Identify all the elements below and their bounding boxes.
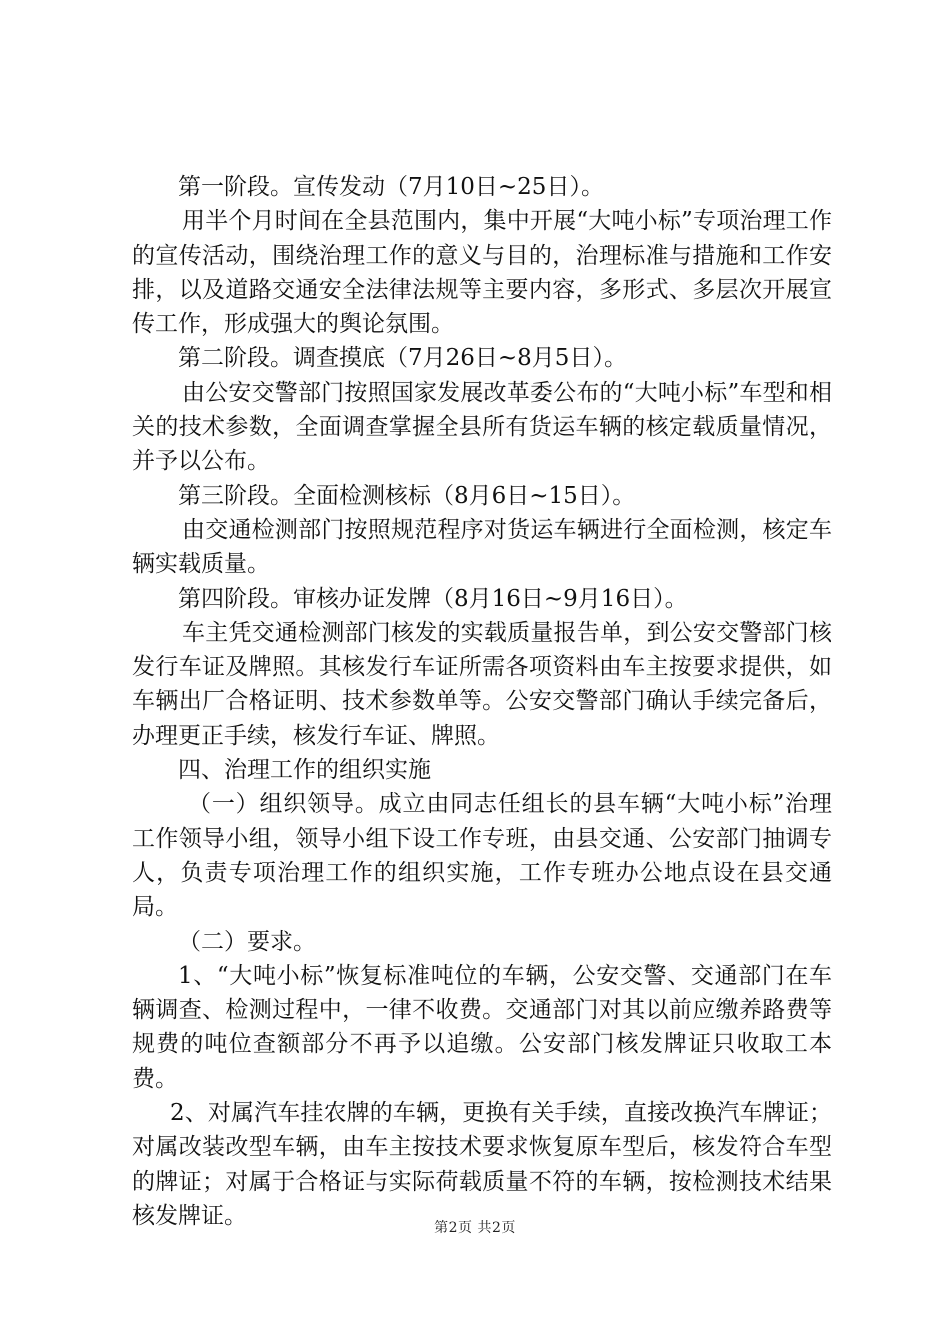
- paragraph-requirements-heading: （二）要求。: [178, 928, 316, 955]
- paragraph-stage-3-body: 由交通检测部门按照规范程序对货运车辆进行全面检测，核定车辆实载质量。: [132, 516, 832, 578]
- document-body: [132, 170, 832, 1233]
- paragraph-stage-1-body: 用半个月时间在全县范围内，集中开展“大吨小标”专项治理工作的宣传活动，围绕治理工作的意义与目的，治理标准与措施和工作安排，以及道路交通安全法律法规等主要内容，多形式、多层次开展宣传工作，形成强大的舆论氛围。: [132, 208, 832, 338]
- paragraph-requirement-2: 2、对属汽车挂农牌的车辆，更换有关手续，直接改换汽车牌证；对属改装改型车辆，由车主按技术要求恢复原车型后，核发符合车型的牌证；对属于合格证与实际荷载质量不符的车辆，按检测技术结果核发牌证。: [132, 1100, 832, 1229]
- paragraph-stage-1-heading: 第一阶段。宣传发动（7月10日~25日）。: [178, 174, 604, 200]
- page-number-footer: 第2页 共2页: [434, 1220, 516, 1236]
- paragraph-stage-4-heading: 第四阶段。审核办证发牌（8月16日~9月16日）。: [178, 585, 688, 612]
- section-heading-implementation: 四、治理工作的组织实施: [178, 757, 431, 784]
- paragraph-requirement-1: 1、“大吨小标”恢复标准吨位的车辆，公安交警、交通部门在车辆调查、检测过程中，一律不收费。交通部门对其以前应缴养路费等规费的吨位查额部分不再予以追缴。公安部门核发牌证只收取工本费。: [132, 962, 832, 1092]
- paragraph-stage-3-heading: 第三阶段。全面检测核标（8月6日~15日）。: [178, 482, 636, 509]
- paragraph-stage-2-heading: 第二阶段。调查摸底（7月26日~8月5日）。: [178, 345, 627, 372]
- paragraph-organization: （一）组织领导。成立由同志任组长的县车辆“大吨小标”治理工作领导小组，领导小组下设工作专班，由县交通、公安部门抽调专人，负责专项治理工作的组织实施，工作专班办公地点设在县交通局。: [132, 791, 832, 921]
- paragraph-stage-4-body: 车主凭交通检测部门核发的实载质量报告单，到公安交警部门核发行车证及牌照。其核发行车证所需各项资料由车主按要求提供，如车辆出厂合格证明、技术参数单等。公安交警部门确认手续完备后，办理更正手续，核发行车证、牌照。: [132, 619, 832, 749]
- paragraph-stage-2-body: 由公安交警部门按照国家发展改革委公布的“大吨小标”车型和相关的技术参数，全面调查掌握全县所有货运车辆的核定载质量情况，并予以公布。: [132, 379, 832, 475]
